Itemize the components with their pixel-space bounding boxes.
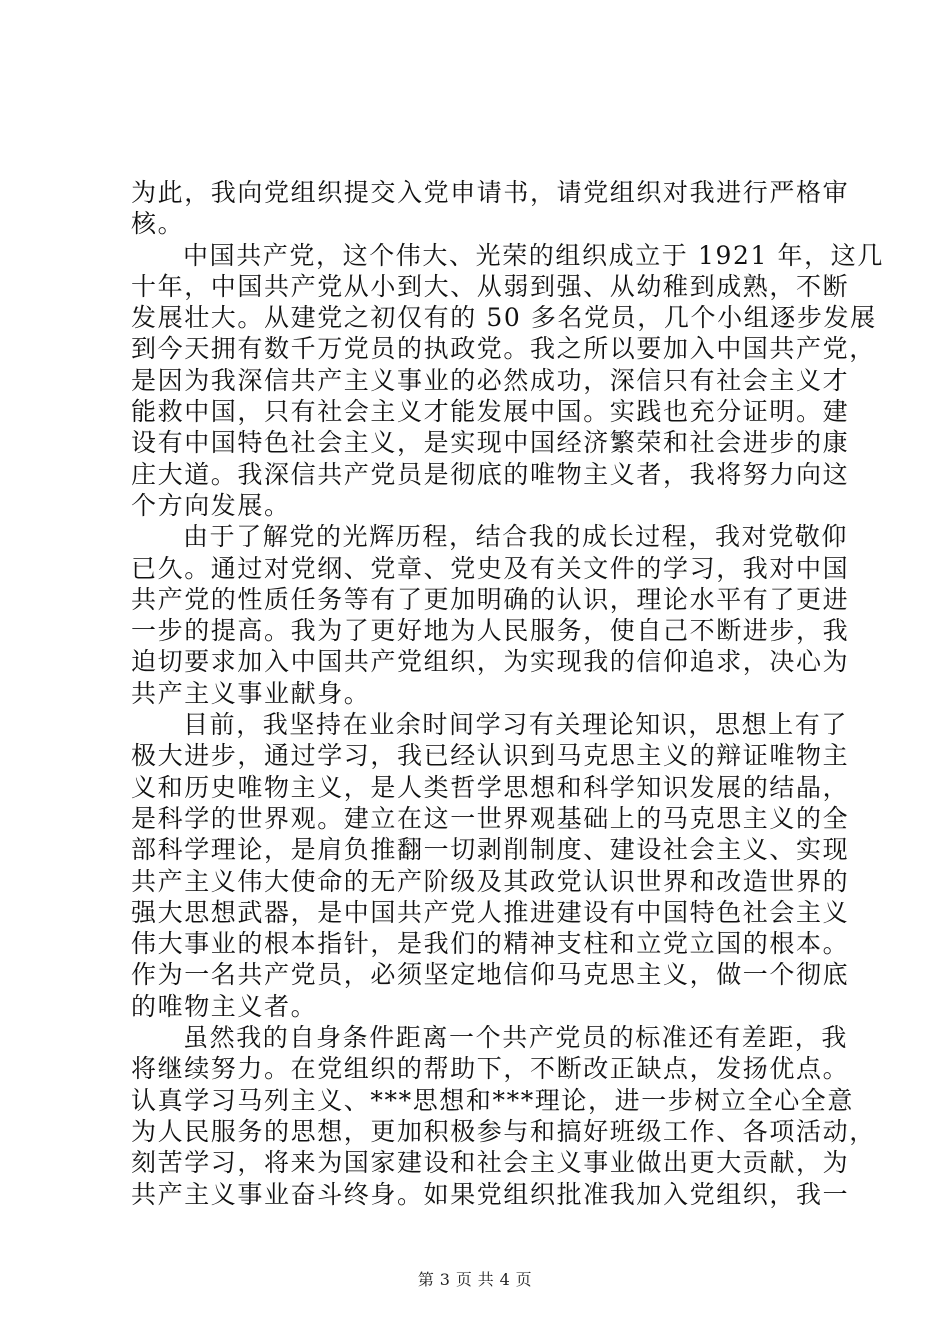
text-line: 迫切要求加入中国共产党组织，为实现我的信仰追求，决心为 xyxy=(131,647,850,677)
text-line: 虽然我的自身条件距离一个共产党员的标准还有差距，我 xyxy=(183,1023,849,1053)
text-line: 为此，我向党组织提交入党申请书，请党组织对我进行严格审 xyxy=(131,178,850,207)
text-line: 能救中国，只有社会主义才能发展中国。实践也充分证明。建 xyxy=(131,397,850,427)
text-line: 庄大道。我深信共产党员是彻底的唯物主义者，我将努力向这 xyxy=(131,459,850,489)
text-line: 极大进步，通过学习，我已经认识到马克思主义的辩证唯物主 xyxy=(131,741,850,771)
text-line: 共产主义事业献身。 xyxy=(131,678,371,708)
text-line: 个方向发展。 xyxy=(131,490,291,520)
text-line: 强大思想武器，是中国共产党人推进建设有中国特色社会主义 xyxy=(131,897,850,927)
page-number-footer: 第 3 页 共 4 页 xyxy=(417,1270,533,1289)
text-line: 到今天拥有数千万党员的执政党。我之所以要加入中国共产党， xyxy=(131,334,876,364)
text-line: 设有中国特色社会主义，是实现中国经济繁荣和社会进步的康 xyxy=(131,428,850,458)
text-line: 的唯物主义者。 xyxy=(131,991,318,1021)
text-line: 由于了解党的光辉历程，结合我的成长过程，我对党敬仰 xyxy=(183,522,849,552)
text-line: 已久。通过对党纲、党章、党史及有关文件的学习，我对中国 xyxy=(131,553,850,583)
text-line: 是科学的世界观。建立在这一世界观基础上的马克思主义的全 xyxy=(131,803,850,833)
text-line: 刻苦学习，将来为国家建设和社会主义事业做出更大贡献，为 xyxy=(131,1148,850,1178)
text-line: 十年，中国共产党从小到大、从弱到强、从幼稚到成熟，不断 xyxy=(131,271,850,301)
text-line: 发展壮大。从建党之初仅有的 50 多名党员，几个小组逐步发展 xyxy=(131,303,877,333)
text-line: 伟大事业的根本指针，是我们的精神支柱和立党立国的根本。 xyxy=(131,929,850,959)
text-line: 共产主义伟大使命的无产阶级及其政党认识世界和改造世界的 xyxy=(131,866,850,896)
text-line: 一步的提高。我为了更好地为人民服务，使自己不断进步，我 xyxy=(131,616,850,646)
text-line: 共产党的性质任务等有了更加明确的认识，理论水平有了更进 xyxy=(131,584,850,614)
text-line: 是因为我深信共产主义事业的必然成功，深信只有社会主义才 xyxy=(131,365,850,395)
text-line: 核。 xyxy=(131,209,185,239)
text-line: 目前，我坚持在业余时间学习有关理论知识，思想上有了 xyxy=(183,710,849,740)
text-line: 为人民服务的思想，更加积极参与和搞好班级工作、各项活动， xyxy=(131,1116,876,1146)
text-line: 作为一名共产党员，必须坚定地信仰马克思主义，做一个彻底 xyxy=(131,960,850,990)
text-line: 共产主义事业奋斗终身。如果党组织批准我加入党组织，我一 xyxy=(131,1179,850,1209)
text-line: 将继续努力。在党组织的帮助下，不断改正缺点，发扬优点。 xyxy=(131,1054,850,1084)
document-body xyxy=(131,177,884,1210)
text-line: 义和历史唯物主义，是人类哲学思想和科学知识发展的结晶， xyxy=(131,772,850,802)
text-line: 部科学理论，是肩负推翻一切剥削制度、建设社会主义、实现 xyxy=(131,835,850,865)
text-line: 中国共产党，这个伟大、光荣的组织成立于 1921 年，这几 xyxy=(183,240,884,270)
text-line: 认真学习马列主义、***思想和***理论，进一步树立全心全意 xyxy=(131,1085,855,1115)
